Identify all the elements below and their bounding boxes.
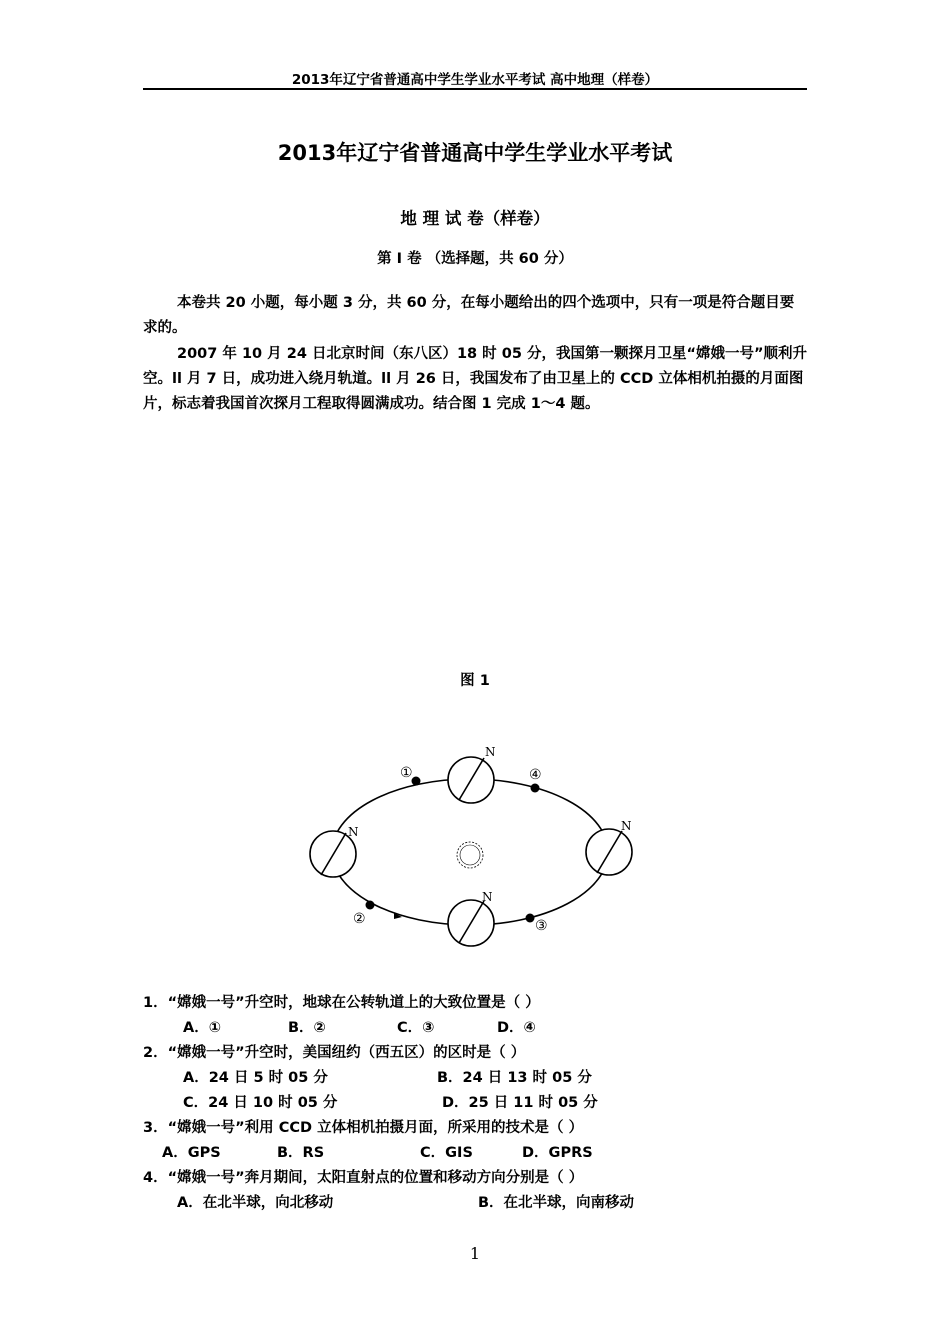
exam-subtitle: 地 理 试 卷（样卷）	[400, 209, 550, 228]
question-1-option-c: C．③	[397, 1020, 435, 1036]
north-label-right: N	[621, 819, 632, 833]
question-2-stem: 2．“嫦娥一号”升空时，美国纽约（西五区）的区时是（ ）	[143, 1045, 526, 1061]
question-1-option-a: A．①	[183, 1020, 221, 1036]
context-paragraph: 2007 年 10 月 24 日北京时间（东八区）18 时 05 分，我国第一颗探月卫星“嫦娥一号”顺利升空。ll 月 7 日，成功进入绕月轨道。ll 月 26 日，我国发布了由卫星上的 CCD 立体相机拍摄的月面图片，标志着我国首次探月工程取得圆满成功。结合图 1 完成 1～4 题。	[143, 346, 808, 412]
earth-top	[448, 745, 496, 803]
question-1-option-d: D．④	[497, 1020, 536, 1036]
question-4-option-b: B．在北半球，向南移动	[478, 1195, 635, 1211]
exam-title: 2013年辽宁省普通高中学生学业水平考试	[277, 141, 673, 165]
question-2-option-c: C．24 日 10 时 05 分	[183, 1095, 338, 1111]
position-dot-4	[531, 784, 540, 793]
sun-icon	[457, 842, 483, 868]
question-3-option-b: B．RS	[277, 1145, 325, 1161]
page-header: 2013年辽宁省普通高中学生学业水平考试 高中地理（样卷）	[291, 72, 659, 88]
instructions-paragraph: 本卷共 20 小题，每小题 3 分，共 60 分，在每小题给出的四个选项中，只有一项是符合题目要求的。	[143, 295, 795, 336]
figure-caption: 图 1	[460, 673, 490, 689]
north-label-top: N	[485, 745, 496, 759]
earth-bottom	[448, 890, 494, 946]
earth-left	[310, 825, 359, 877]
position-label-4: ④	[529, 767, 542, 783]
question-4-option-a: A．在北半球，向北移动	[177, 1195, 334, 1211]
north-label-left: N	[348, 825, 359, 839]
position-dot-2	[366, 901, 375, 910]
position-dot-1	[412, 777, 421, 786]
position-label-2: ②	[353, 911, 366, 927]
section-heading: 第 I 卷 （选择题，共 60 分）	[377, 251, 573, 267]
question-3-option-a: A．GPS	[162, 1145, 221, 1161]
question-1-option-b: B．②	[288, 1020, 326, 1036]
question-3-option-c: C．GIS	[420, 1145, 473, 1161]
question-4-stem: 4．“嫦娥一号”奔月期间，太阳直射点的位置和移动方向分别是（ ）	[143, 1170, 584, 1186]
question-3-stem: 3．“嫦娥一号”利用 CCD 立体相机拍摄月面，所采用的技术是（ ）	[143, 1120, 584, 1136]
header-rule	[143, 88, 807, 90]
question-3-option-d: D．GPRS	[522, 1145, 593, 1161]
question-2-option-b: B．24 日 13 时 05 分	[437, 1070, 592, 1086]
north-label-bottom: N	[482, 890, 493, 904]
question-2-option-a: A．24 日 5 时 05 分	[183, 1070, 328, 1086]
earth-right	[586, 819, 632, 875]
earth-orbit-diagram	[290, 738, 660, 953]
position-dot-3	[526, 914, 535, 923]
question-1-stem: 1．“嫦娥一号”升空时，地球在公转轨道上的大致位置是（ ）	[143, 995, 540, 1011]
position-label-3: ③	[535, 918, 548, 934]
position-label-1: ①	[400, 765, 413, 781]
question-2-option-d: D．25 日 11 时 05 分	[442, 1095, 598, 1111]
page-number: 1	[469, 1244, 481, 1263]
